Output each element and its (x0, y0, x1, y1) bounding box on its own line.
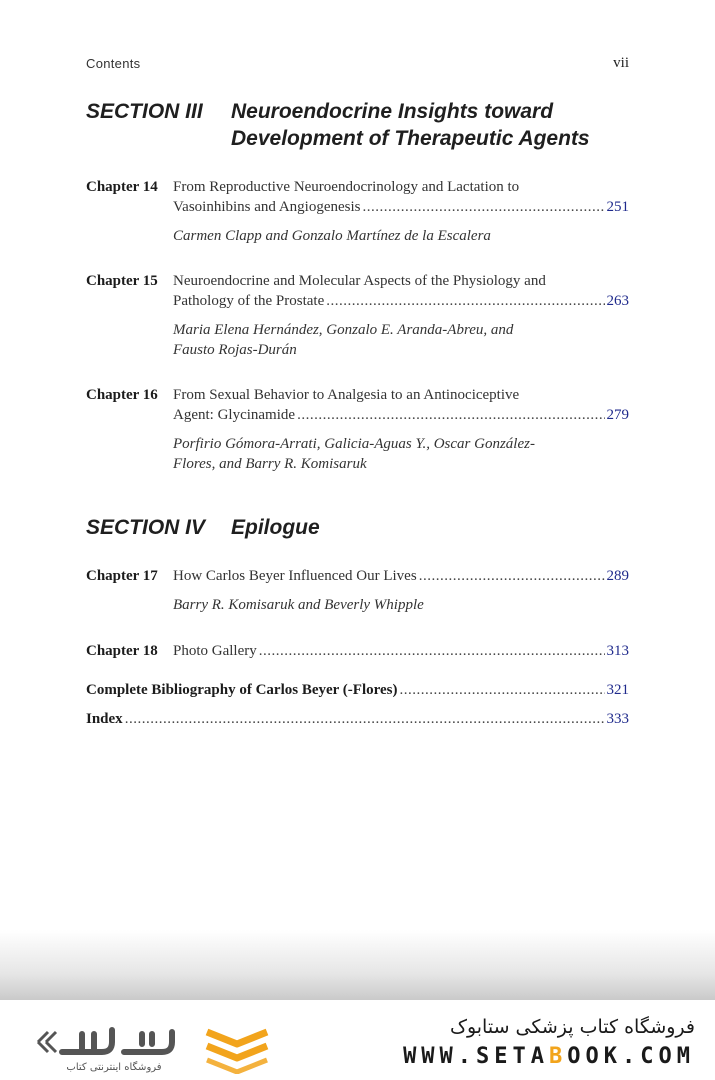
chapter-authors (173, 226, 563, 246)
toc-entry-index[interactable] (86, 709, 629, 729)
section-iii-heading (86, 98, 646, 154)
toc-entry-chapter-16[interactable] (86, 385, 629, 475)
chapter-label: Chapter 16 (86, 387, 158, 403)
chapter-title-line: Pathology of the Prostate (173, 293, 325, 309)
authors-line: Carmen Clapp and Gonzalo Martínez de la Escalera (173, 228, 491, 244)
dot-leader (363, 197, 605, 217)
chapter-authors (173, 595, 563, 615)
toc-entry-bibliography[interactable] (86, 680, 629, 700)
chapter-label: Chapter 14 (86, 179, 158, 195)
chapter-page-link[interactable]: 313 (606, 643, 629, 659)
bibliography-title: Complete Bibliography of Carlos Beyer (-Flores) (86, 682, 398, 698)
chapter-title-line: Vasoinhibins and Angiogenesis (173, 199, 361, 215)
chapter-page-link[interactable]: 279 (606, 407, 629, 423)
bibliography-page-link[interactable]: 321 (606, 682, 629, 698)
section-title-line: Development of Therapeutic Agents (231, 127, 590, 150)
dot-leader (259, 641, 605, 661)
section-title-line: Neuroendocrine Insights toward (231, 100, 554, 123)
chapter-title-line: How Carlos Beyer Influenced Our Lives (173, 568, 417, 584)
dot-leader (399, 680, 604, 700)
authors-line: Barry R. Komisaruk and Beverly Whipple (173, 597, 424, 613)
chapter-title-line: Neuroendocrine and Molecular Aspects of the Physiology and (173, 273, 546, 289)
section-title (231, 514, 631, 541)
index-title: Index (86, 711, 123, 727)
toc-entry-chapter-14[interactable] (86, 177, 629, 247)
chapter-label: Chapter 18 (86, 643, 158, 659)
toc-entry-chapter-15[interactable] (86, 271, 629, 361)
chapter-authors (173, 320, 563, 360)
authors-line: Fausto Rojas-Durán (173, 342, 297, 358)
chapter-title-line: Photo Gallery (173, 643, 257, 659)
toc-entry-chapter-17[interactable] (86, 566, 629, 616)
chapter-title-line: From Sexual Behavior to Analgesia to an Antinociceptive (173, 387, 520, 403)
brand-url-part: WWW.SETA (403, 1044, 550, 1069)
page-bottom-shadow (0, 930, 715, 1002)
chapter-page-link[interactable]: 289 (606, 568, 629, 584)
brand-url (403, 1044, 695, 1069)
dot-leader (326, 291, 604, 311)
dot-leader (125, 709, 605, 729)
running-head (86, 56, 629, 74)
chapter-title-line: Agent: Glycinamide (173, 407, 296, 423)
brand-url-part: OOK.COM (567, 1044, 695, 1069)
section-label: SECTION IV (86, 516, 206, 539)
chapter-label: Chapter 17 (86, 568, 158, 584)
chapter-label: Chapter 15 (86, 273, 158, 289)
toc-entry-chapter-18[interactable] (86, 641, 629, 661)
section-title (231, 98, 631, 152)
dot-leader (297, 405, 604, 425)
authors-line: Maria Elena Hernández, Gonzalo E. Aranda-Abreu, and (173, 322, 514, 338)
setabook-wordmark-icon (32, 1014, 192, 1074)
watermark-footer (0, 1000, 715, 1080)
page-number: vii (613, 55, 629, 71)
section-label: SECTION III (86, 100, 203, 123)
brand-name-persian: فروشگاه کتاب پزشکی ستابوک (449, 1016, 695, 1038)
running-head-title: Contents (86, 56, 141, 71)
chapter-title-line: From Reproductive Neuroendocrinology and Lactation to (173, 179, 520, 195)
index-page-link[interactable]: 333 (606, 711, 629, 727)
section-iv-heading (86, 514, 646, 542)
authors-line: Flores, and Barry R. Komisaruk (173, 456, 367, 472)
book-stack-logo-icon (205, 1022, 269, 1074)
dot-leader (419, 566, 605, 586)
chapter-page-link[interactable]: 263 (606, 293, 629, 309)
section-title-line: Epilogue (231, 516, 320, 539)
svg-text:فروشگاه اینترنتی کتاب: فروشگاه اینترنتی کتاب (66, 1062, 162, 1073)
chapter-page-link[interactable]: 251 (606, 199, 629, 215)
chapter-authors (173, 434, 563, 474)
brand-url-highlight: B (549, 1044, 568, 1069)
authors-line: Porfirio Gómora-Arrati, Galicia-Aguas Y., Oscar González- (173, 436, 535, 452)
